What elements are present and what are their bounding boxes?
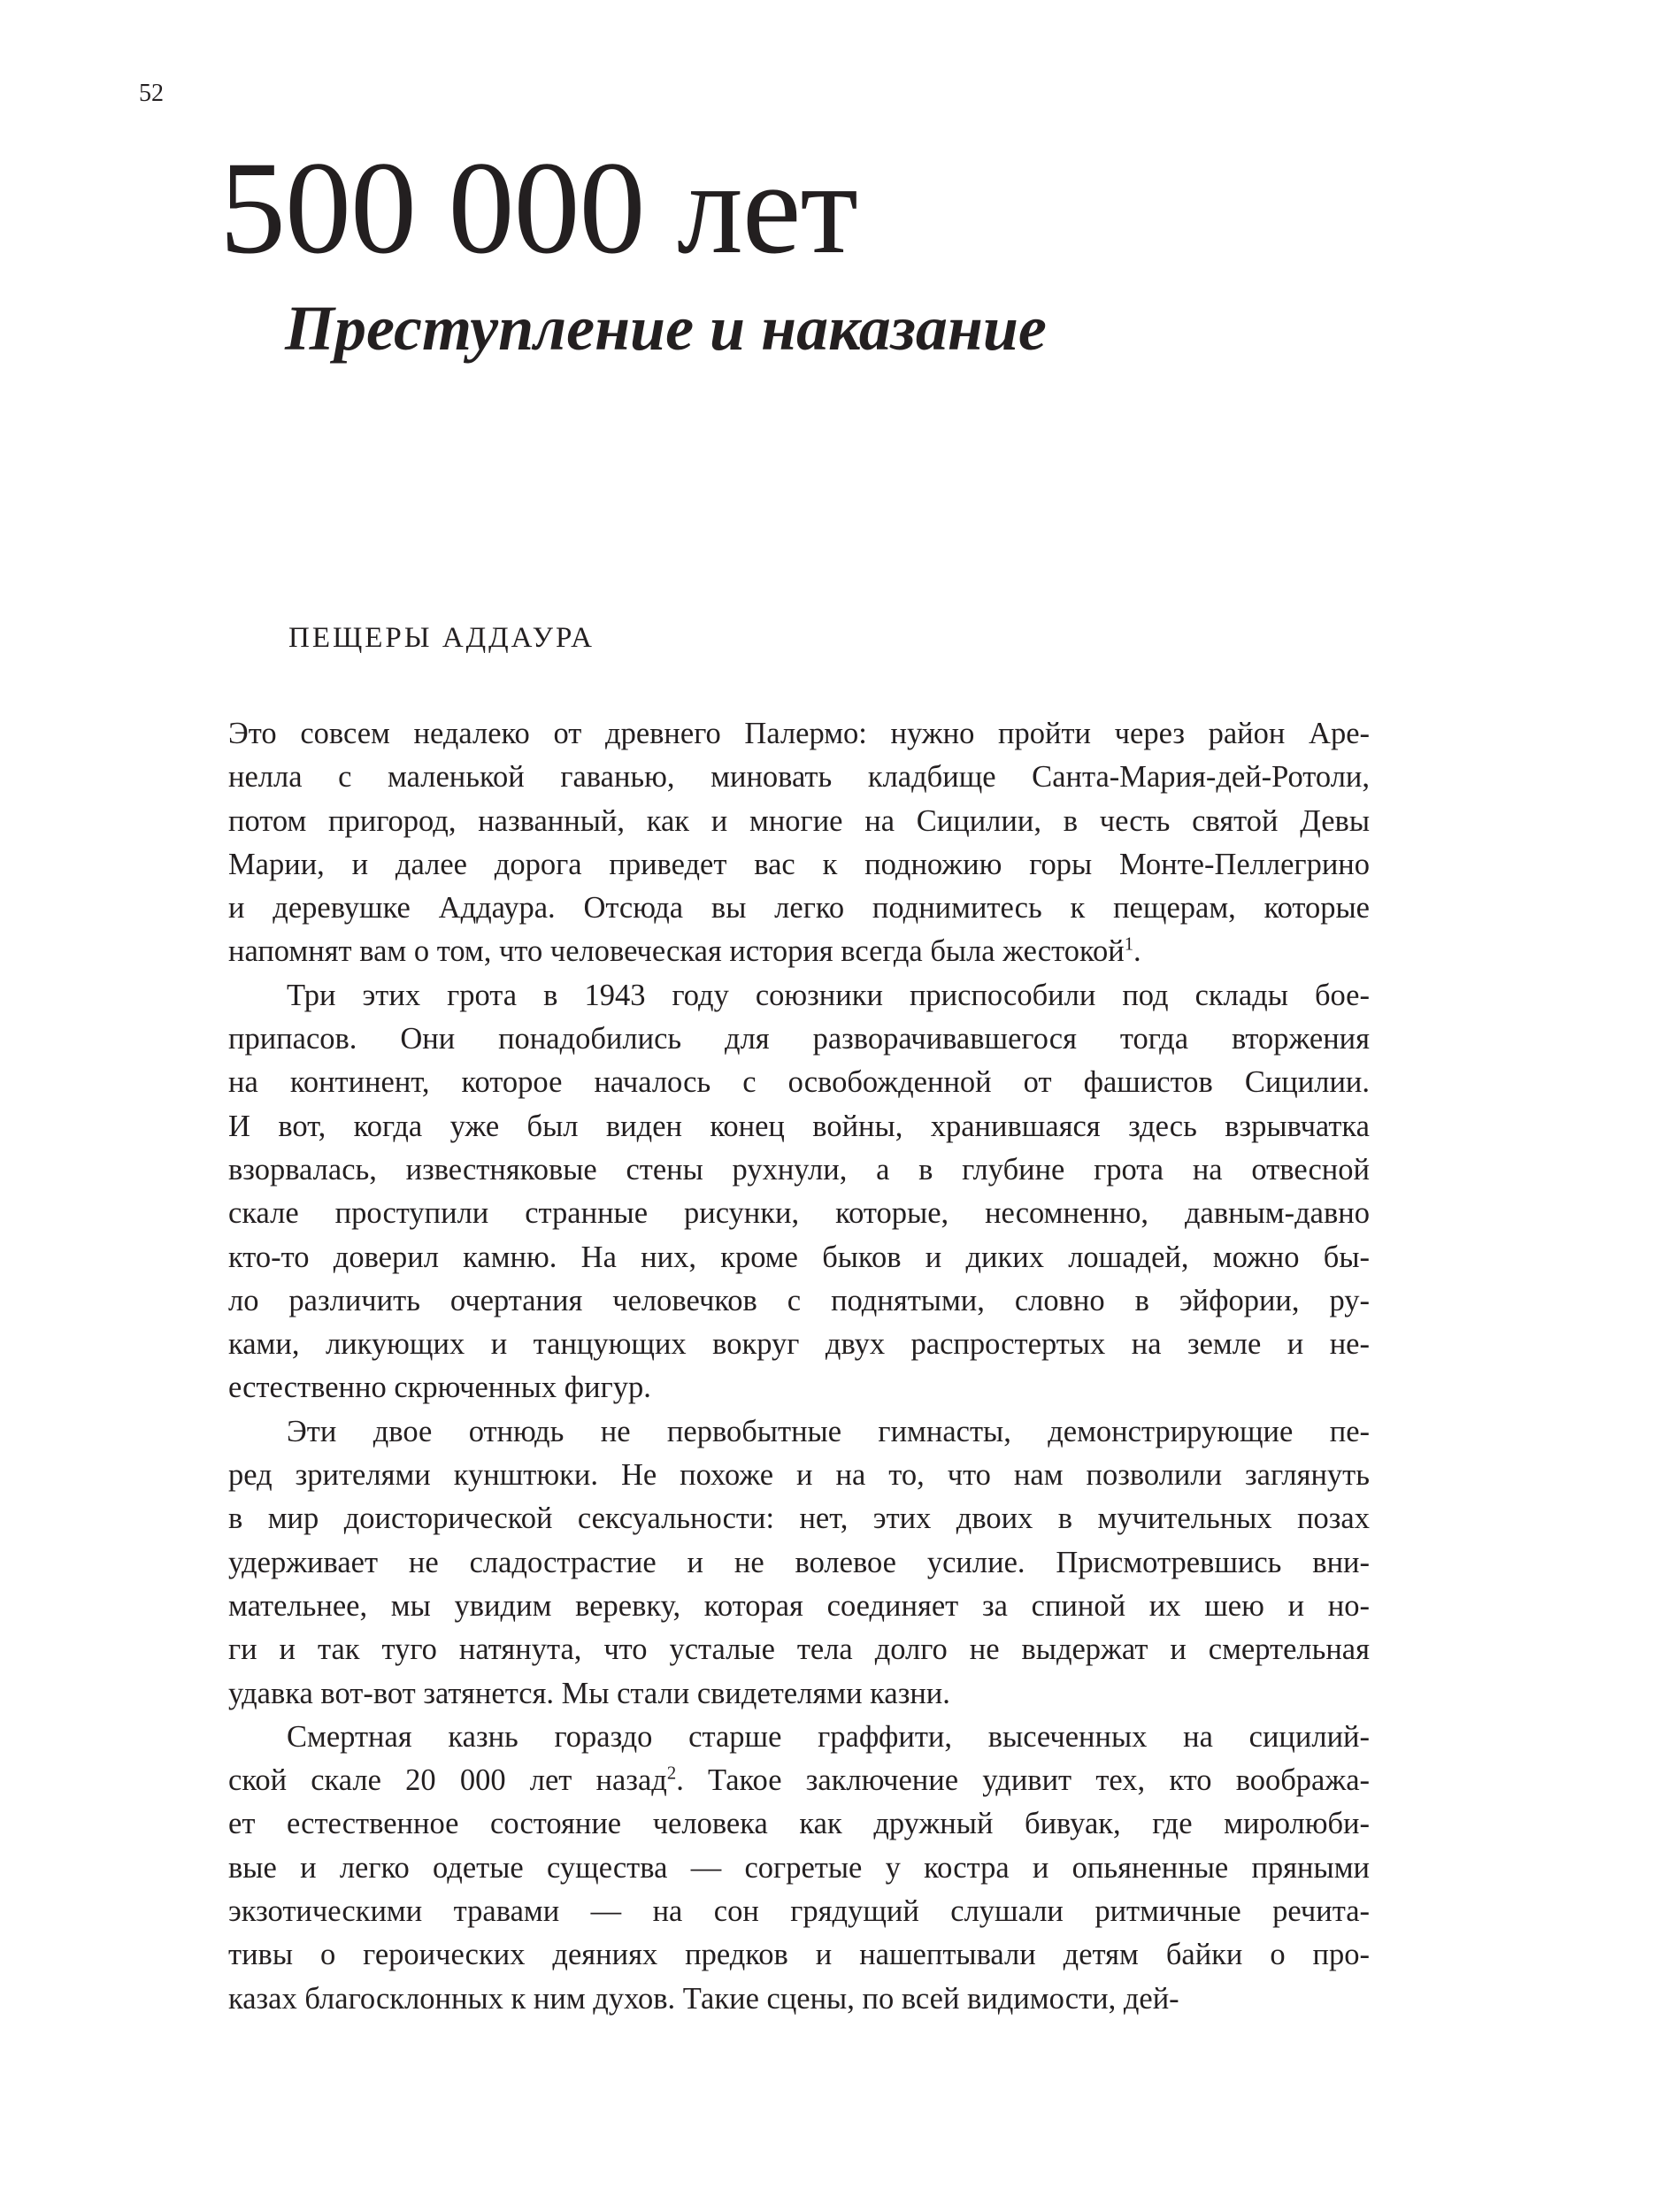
line-text: потом пригород, названный, как и многие на Сицилии, в честь святой Девы — [228, 803, 1370, 838]
line-text: ло различить очертания человечков с поднятыми, словно в эйфории, ру- — [228, 1283, 1370, 1317]
text-line — [228, 1366, 1370, 1409]
line-text: казах благосклонных к ним духов. Такие сцены, по всей видимости, дей- — [228, 1981, 1179, 2016]
text-line — [228, 1890, 1370, 1933]
line-text: И вот, когда уже был виден конец войны, хранившаяся здесь взрывчатка — [228, 1109, 1370, 1143]
text-line — [228, 1759, 1370, 1802]
text-line — [228, 930, 1370, 973]
line-text: ской скале 20 000 лет назад — [228, 1763, 667, 1798]
text-line — [228, 1716, 1370, 1759]
text-line — [228, 1847, 1370, 1890]
line-text: взорвалась, известняковые стены рухнули, а в глубине грота на отвесной — [228, 1152, 1370, 1187]
line-text: удавка вот-вот затянется. Мы стали свидетелями казни. — [228, 1676, 950, 1710]
footnote-marker[interactable]: 2 — [666, 1763, 677, 1784]
line-text: напомнят вам о том, что человеческая история всегда была жестокой — [228, 934, 1125, 969]
line-text: Эти двое отнюдь не первобытные гимнасты, демонстрирующие пе- — [287, 1414, 1370, 1448]
text-line — [228, 1541, 1370, 1585]
text-line — [228, 1410, 1370, 1454]
text-line — [228, 1628, 1370, 1671]
paragraph — [228, 974, 1370, 1410]
line-text: удерживает не сладострастие и не волевое усилие. Присмотревшись вни- — [228, 1545, 1370, 1579]
text-line — [228, 1454, 1370, 1497]
text-line — [228, 1148, 1370, 1192]
text-line — [228, 1018, 1370, 1061]
paragraph — [228, 1410, 1370, 1716]
text-line — [228, 712, 1370, 756]
line-text: ред зрителями кунштюки. Не похоже и на то, что нам позволили заглянуть — [228, 1458, 1370, 1493]
text-line — [228, 1933, 1370, 1977]
line-text: вые и легко одетые существа — согретые у костра и опьяненные пряными — [228, 1850, 1370, 1885]
line-text: тивы о героических деяниях предков и нашептывали детям байки о про- — [228, 1938, 1370, 1972]
line-text: кто-то доверил камню. На них, кроме быков и диких лошадей, можно бы- — [228, 1240, 1370, 1274]
line-text: мательнее, мы увидим веревку, которая соединяет за спиной их шею и но- — [228, 1588, 1370, 1623]
page-number: 52 — [139, 80, 164, 107]
line-text: естественно скрюченных фигур. — [228, 1371, 651, 1405]
text-line — [228, 1672, 1370, 1716]
text-line — [228, 1279, 1370, 1323]
line-text: припасов. Они понадобились для разворачивавшегося тогда вторжения — [228, 1022, 1370, 1056]
text-line — [228, 1585, 1370, 1628]
text-line — [228, 800, 1370, 843]
text-line — [228, 1192, 1370, 1235]
line-text: нелла с маленькой гаванью, миновать кладбище Санта-Мария-дей-Ротоли, — [228, 760, 1370, 795]
body-text — [228, 712, 1370, 2021]
line-text: Три этих грота в 1943 году союзники приспособили под склады бое- — [287, 978, 1370, 1012]
text-line — [228, 887, 1370, 930]
paragraph — [228, 1716, 1370, 2021]
line-text: Это совсем недалеко от древнего Палермо: нужно пройти через район Аре- — [228, 717, 1370, 750]
paragraph — [228, 712, 1370, 974]
line-text: ками, ликующих и танцующих вокруг двух распростертых на земле и не- — [228, 1327, 1370, 1362]
chapter-title: 500 000 лет — [219, 134, 857, 281]
text-line — [228, 1061, 1370, 1104]
text-line — [228, 1105, 1370, 1148]
text-line — [228, 1978, 1370, 2021]
text-line — [228, 1497, 1370, 1540]
section-heading: ПЕЩЕРЫ АДДАУРА — [288, 622, 595, 654]
line-text: в мир доисторической сексуальности: нет, этих двоих в мучительных позах — [228, 1502, 1370, 1536]
chapter-subtitle: Преступление и наказание — [285, 293, 1047, 364]
line-text: и деревушке Аддаура. Отсюда вы легко поднимитесь к пещерам, которые — [228, 891, 1370, 926]
line-text: Марии, и далее дорога приведет вас к подножию горы Монте-Пеллегрино — [228, 847, 1370, 881]
text-line — [228, 1236, 1370, 1279]
line-text: на континент, которое началось с освобожденной от фашистов Сицилии. — [228, 1065, 1370, 1100]
line-text: экзотическими травами — на сон грядущий слушали ритмичные речита- — [228, 1894, 1370, 1929]
line-text: Смертная казнь гораздо старше граффити, высеченных на сицилий- — [287, 1719, 1370, 1754]
footnote-marker[interactable]: 1 — [1124, 934, 1134, 955]
text-line — [228, 843, 1370, 887]
line-text: ги и так туго натянута, что усталые тела долго не выдержат и смертельная — [228, 1632, 1370, 1667]
text-line — [228, 756, 1370, 799]
text-line — [228, 974, 1370, 1018]
line-text: скале проступили странные рисунки, которые, несомненно, давным-давно — [228, 1196, 1370, 1231]
text-line — [228, 1323, 1370, 1366]
text-line — [228, 1802, 1370, 1846]
line-text-continuation: . — [1133, 934, 1141, 969]
line-text: ет естественное состояние человека как дружный бивуак, где миролюби- — [228, 1807, 1370, 1841]
line-text-continuation: . Такое заключение удивит тех, кто вообража- — [676, 1763, 1371, 1798]
